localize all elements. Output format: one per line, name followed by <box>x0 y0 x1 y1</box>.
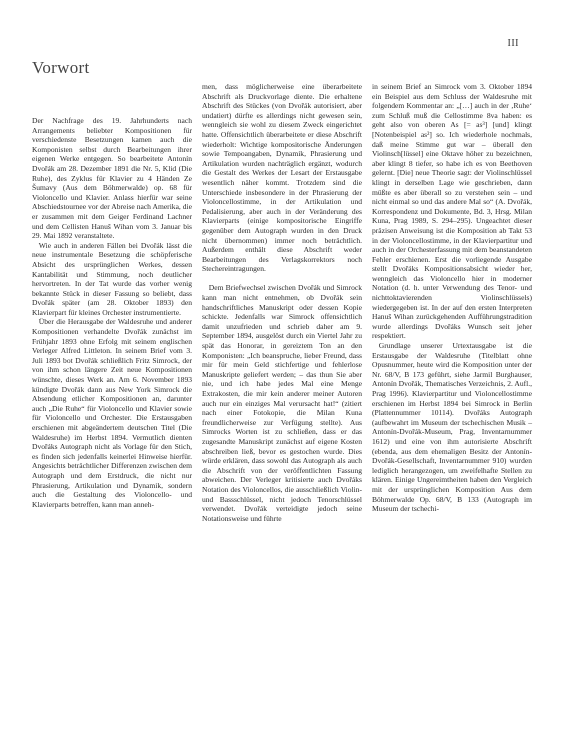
paragraph: in seinem Brief an Simrock vom 3. Oktober 1894 ein Beispiel aus dem Schluss der Waldesruhe mit folgendem Kommentar an: „[…] auch in der ‚Ruhe‘ zum Schluß muß die Cellostimme 8va haben: es geht also von oberen As [= as³] [und] klingt [Notenbeispiel as²] so. Ich wiederhole nochmals, daß meine Stimme gut war – überall den Violinsch[lüssel] eine Oktave höher zu bezeichnen, aber klingt 8 tiefer, so habe ich es von Beethoven gelernt. [Die] neue Theorie sagt: der Violinschlüssel klingt in derselben Lage wie geschrieben, dann müßte es aber überall so zu verstehen sein – und nicht einmal so und das andere Mal so“ (A. Dvořák, Korrespondenz und Dokumente, Bd. 3, Hrsg. Milan Kuna, Prag 1989, S. 294–295). Ungeachtet dieser präzisen Anweisung ist die Komposition ab Takt 53 in der Violoncellostimme, in der Klavierpartitur und auch in der Orchesterfassung mit dem beanstandeten Fehler erschienen. Erst die vorliegende Ausgabe stellt Dvořáks Kompositionsabsicht wieder her, wenngleich das Violoncello hier in moderner Notation (d. h. unter Verwendung des Tenor- und nichttoktavierenden Violinschlüssels) wiedergegeben ist. In der auf den ersten Interpreten Hanuš Wihan zurückgehenden Aufführungstradition wurde allerdings Dvořáks Wunsch seit jeher respektiert. <box>372 82 532 341</box>
text-column-3 <box>372 82 532 514</box>
page-number: III <box>507 38 519 49</box>
paragraph: Grundlage unserer Urtextausgabe ist die Erstausgabe der Waldesruhe (Titelblatt ohne Opusnummer, heute wird die Komposition unter der Nr. 68/V, B 173 geführt, siehe Jarmil Burghauser, Antonín Dvořák, Thematisches Verzeichnis, 2. Aufl., Prag 1996). Klavierpartitur und Violoncellostimme erschienen im Herbst 1894 bei Simrock in Berlin (Plattennummer 10114). Dvořáks Autograph (aufbewahrt im Museum der tschechischen Musik – Antonín-Dvořák-Museum, Prag, Inventarnummer 1612) und eine von ihm autorisierte Abschrift (ebenda, aus dem ehemaligen Besitz der Antonín-Dvořák-Gesellschaft, Inventarnummer 910) wurden lediglich herangezogen, um zweifelhafte Stellen zu klären. Einige Ungereimtheiten haben den Vergleich mit der ursprünglichen Komposition Aus dem Böhmerwalde Op. 68/V, B 133 (Autograph im Museum der tschechi- <box>372 341 532 514</box>
paragraph: Wie auch in anderen Fällen bei Dvořák lässt die neue instrumentale Besetzung die schöpferische Absicht des ursprünglichen Werkes, dessen Kantabilität und Stimmung, noch deutlicher hervortreten. In der Tat wurde das vorher wenig bekannte Stück in dieser Fassung so beliebt, dass Dvořák später (am 28. Oktober 1893) den Klavierpart für kleines Orchester instrumentierte. <box>32 240 192 317</box>
paragraph: Der Nachfrage des 19. Jahrhunderts nach Arrangements beliebter Kompositionen für verschiedenste Besetzungen kamen auch die Komponisten selbst durch Bearbeitungen ihrer eigenen Werke entgegen. So bearbeitete Antonín Dvořák am 28. Dezember 1891 die Nr. 5, Klid (Die Ruhe), des Zyklus für Klavier zu 4 Händen Ze Šumavy (Aus dem Böhmerwalde) op. 68 für Violoncello und Klavier. Anlass hierfür war seine Abschiedstournee vor der Abreise nach Amerika, die er zusammen mit dem Geiger Ferdinand Lachner und dem Cellisten Hanuš Wihan vom 3. Januar bis 29. Mai 1892 veranstaltete. <box>32 116 192 241</box>
paragraph: men, dass möglicherweise eine überarbeitete Abschrift als Druckvorlage diente. Die erhaltene Abschrift des Stückes (von Dvořák autorisiert, aber undatiert) dürfte es allerdings nicht gewesen sein, wenngleich sie wohl zu diesem Zweck eingerichtet hatte. Offensichtlich überarbeitete er diese Abschrift wiederholt: Wichtige kompositorische Änderungen sowie Tempoangaben, Dynamik, Phrasierung und Artikulation wurden nachträglich ergänzt, wodurch die Gestalt des Werkes der Lesart der Erstausgabe wesentlich näher kommt. Trotzdem sind die Unterschiede insbesondere in der Phrasierung der Violoncellostimme, in der Artikulation und Pedalisierung, aber auch in der Veränderung des Klavierparts (einige kompositorische Eingriffe gegenüber dem Autograph wurden in den Druck nicht übernommen) immer noch beträchtlich. Außerdem enthält diese Abschrift weder Bearbeitungen des Verlagskorrektors noch Stechereintragungen. <box>202 82 362 274</box>
page-title: Vorwort <box>32 58 90 77</box>
text-column-2 <box>202 82 362 523</box>
paragraph: Über die Herausgabe der Waldesruhe und anderer Kompositionen verhandelte Dvořák zunächst im Frühjahr 1893 ohne Erfolg mit seinem englischen Verleger Alfred Littleton. In seinem Brief vom 3. Juli 1893 bot Dvořák schließlich Fritz Simrock, der von ihm schon längere Zeit neue Kompositionen wünschte, dieses Werk an. Am 6. November 1893 kündigte Dvořák dann aus New York Simrock die Absendung etlicher Kompositionen an, darunter auch „Die Ruhe“ für Violoncello und Klavier sowie für Violoncello und Orchester. Die Erstausgaben erschienen mit abgeändertem deutschen Titel (Die Waldesruhe) im Herbst 1894. Vermutlich dienten Dvořáks Autograph nicht als Vorlage für den Stich, es finden sich jedenfalls keinerlei Hinweise hierfür. Angesichts beträchtlicher Differenzen zwischen dem Autograph und dem Erstdruck, die nicht nur Phrasierung, Artikulation und Dynamik, sondern auch die Gestaltung des Violoncello- und Klavierparts betreffen, kann man anneh- <box>32 317 192 509</box>
paragraph: Dem Briefwechsel zwischen Dvořák und Simrock kann man nicht entnehmen, ob Dvořák sein handschriftliches Manuskript oder dessen Kopie schickte. Jedenfalls war Simrock offensichtlich damit unzufrieden und schrieb daher am 9. September 1894, ausgelöst durch ein Viertel Jahr zu spät das Honorar, in gereiztem Ton an den Komponisten: „Ich beanspruche, lieber Freund, dass mir für mein Geld stichfertige und fehlerlose Manuskripte geliefert werden; – das thun Sie aber nie, und ich habe jedes Mal eine Menge Extrakosten, die mir kein anderer meiner Autoren auch nur ein einziges Mal verursacht hat!“ (zitiert nach einer Fotokopie, die Milan Kuna freundlicherweise zur Verfügung stellte). Aus Simrocks Worten ist zu schließen, dass er das zugesandte Manuskript zunächst auf eigene Kosten abschreiben ließ, bevor es gestochen wurde. Dies würde erklären, dass sowohl das Autograph als auch die Abschrift von der veröffentlichten Fassung abweichen. Der Verleger kritisierte auch Dvořáks Notation des Violoncellos, die ausschließlich Violin- und Bassschlüssel, nicht jedoch Tenorschlüssel verwendet. Dvořák verteidigte jedoch seine Notationsweise und führte <box>202 283 362 523</box>
text-column-1 <box>32 116 192 509</box>
